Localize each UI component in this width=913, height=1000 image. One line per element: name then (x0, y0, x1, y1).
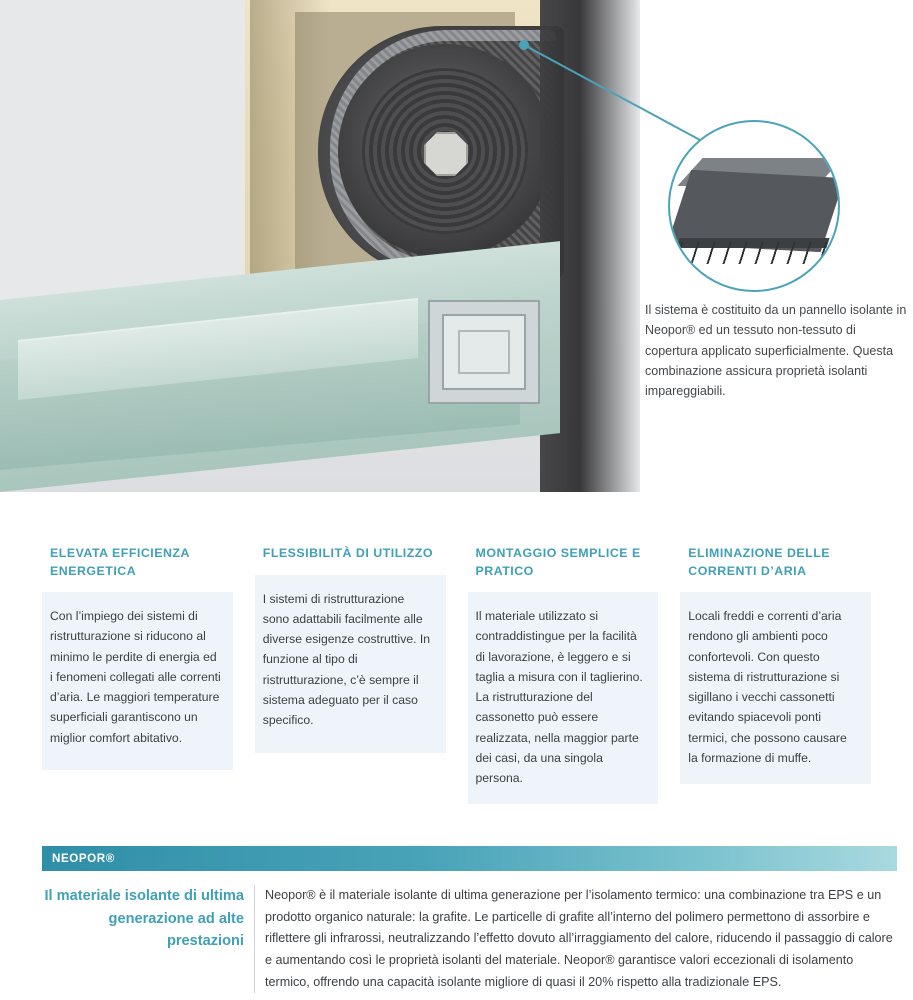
feature-card (680, 545, 871, 804)
detail-circle-insulation-panel (668, 120, 840, 292)
neopor-body-text: Neopor® è il materiale isolante di ultima generazione per l’isolamento termico: una combinazione tra EPS e un prodotto organico naturale: la grafite. Le particelle di grafite all’interno del polimero permettono di assorbire e riflettere gli infrarossi, neutralizzando l’effetto dovuto all’irraggiamento del calore, riducendo il passaggio di calore e aumentando così le proprietà isolanti del materiale. Neopor® garantisce valori eccezionali di isolamento termico, offrendo una capacità isolante migliore di quasi il 20% rispetto alla tradizionale EPS. (265, 888, 893, 989)
feature-title: ELIMINAZIONE DELLE CORRENTI D’ARIA (688, 546, 831, 578)
hero-caption: Il sistema è costituito da un pannello isolante in Neopor® ed un tessuto non-tessuto di copertura applicato superficialmente. Questa combinazione assicura proprietà isolanti impareggiabili. (645, 303, 907, 398)
feature-card (255, 545, 446, 804)
detail-panel-serration (674, 242, 831, 264)
feature-columns (0, 545, 913, 804)
feature-text: Con l’impiego dei sistemi di ristrutturazione si riducono al minimo le perdite di energia ed i fenomeni collegati alle correnti d’aria. Le maggiori temperature superficiali garantiscono un miglior comfort abitativo. (50, 609, 221, 745)
shutter-hub (424, 132, 468, 176)
feature-text: I sistemi di ristrutturazione sono adattabili facilmente alle diverse esigenze costruttive. In funzione al tipo di ristrutturazione, c’è sempre il sistema adeguato per il caso specifico. (262, 591, 431, 728)
feature-body (468, 592, 659, 804)
feature-title: ELEVATA EFFICIENZA ENERGETICA (50, 546, 190, 578)
feature-card (42, 545, 233, 804)
neopor-bar (42, 846, 897, 871)
neopor-content (42, 885, 897, 993)
neopor-bar-label: NEOPOR® (52, 852, 115, 865)
hero-grey-block (0, 0, 250, 300)
feature-text: Locali freddi e correnti d’aria rendono gli ambienti poco confortevoli. Con questo sistema di ristrutturazione si sigillano i vecchi cassonetti evitando spiacevoli ponti termici, che possono causare la formazione di muffe. (688, 609, 847, 765)
neopor-section (42, 846, 897, 993)
feature-text: Il materiale utilizzato si contraddistingue per la facilità di lavorazione, è leggero e si taglia a misura con il taglierino. La ristrutturazione del cassonetto può essere realizzata, nella maggior parte dei casi, da una singola persona. (475, 609, 643, 786)
feature-body (42, 592, 233, 770)
neopor-body (254, 885, 897, 993)
feature-body (680, 592, 871, 784)
window-profile-section (428, 300, 540, 404)
feature-title: FLESSIBILITÀ DI UTILIZZO (262, 546, 433, 560)
feature-body (255, 575, 446, 753)
neopor-heading: Il materiale isolante di ultima generazione ad alte prestazioni (44, 888, 244, 950)
feature-card (468, 545, 659, 804)
feature-title: MONTAGGIO SEMPLICE E PRATICO (475, 546, 641, 578)
